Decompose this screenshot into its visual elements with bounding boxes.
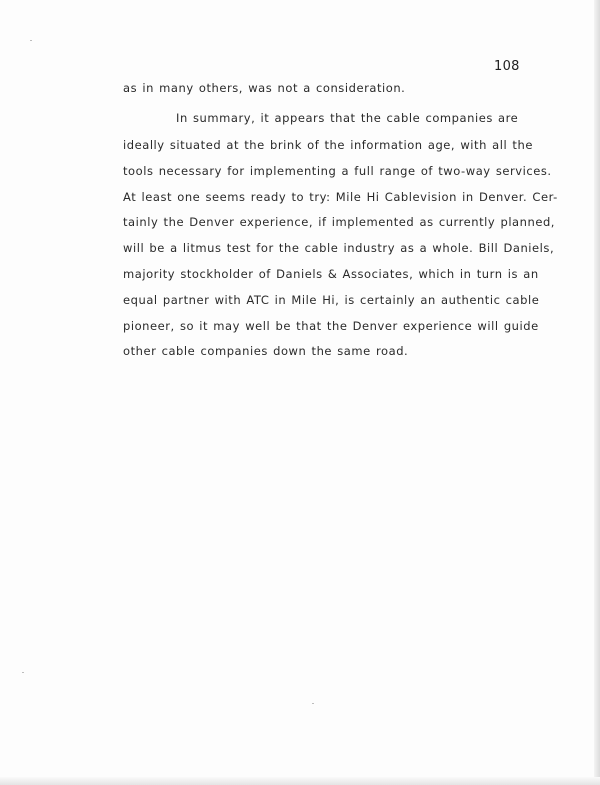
text-line: At least one seems ready to try: Mile Hi Cablevision in Denver. Cer-	[123, 190, 558, 204]
scan-speck	[30, 40, 32, 41]
text-line: equal partner with ATC in Mile Hi, is certainly an authentic cable	[123, 293, 540, 307]
scan-speck	[22, 672, 24, 673]
text-line: majority stockholder of Daniels & Associates, which in turn is an	[123, 267, 539, 281]
text-line: ideally situated at the brink of the information age, with all the	[123, 138, 533, 152]
scan-speck	[312, 703, 314, 704]
text-line: tainly the Denver experience, if implemented as currently planned,	[123, 215, 556, 229]
page-number: 108	[494, 59, 520, 74]
text-line: tools necessary for implementing a full range of two-way services.	[123, 164, 552, 178]
page-edge-shadow-right	[594, 0, 600, 785]
text-line: as in many others, was not a consideration.	[123, 81, 406, 95]
paragraph-first-line: In summary, it appears that the cable companies are	[176, 111, 519, 125]
text-line: other cable companies down the same road.	[123, 344, 409, 358]
page-edge-shadow-bottom	[0, 777, 600, 785]
text-line: will be a litmus test for the cable industry as a whole. Bill Daniels,	[123, 241, 555, 255]
text-line: pioneer, so it may well be that the Denver experience will guide	[123, 319, 539, 333]
